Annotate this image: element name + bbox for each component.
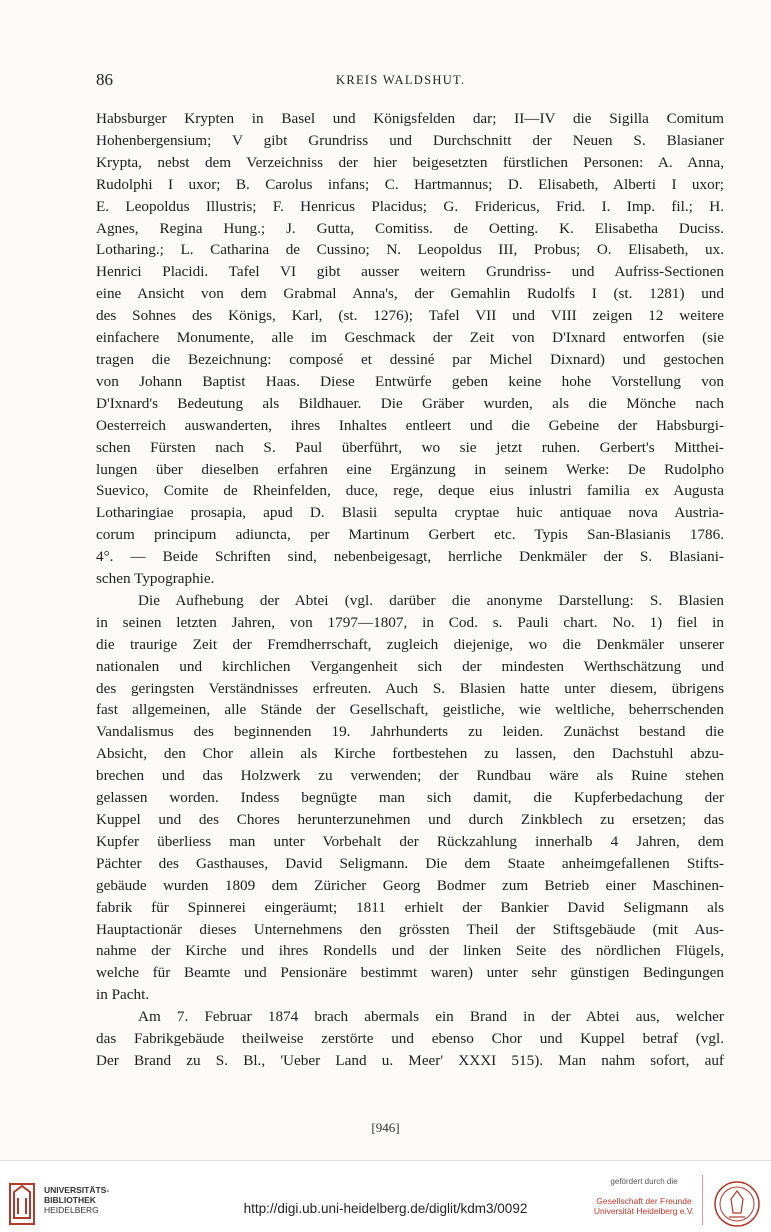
text-line: Suevico, Comite de Rheinfelden, duce, rege, deque eius inlustri familia ex Augusta (96, 482, 724, 500)
text-line: Habsburger Krypten in Basel und Königsfelden dar; II—IV die Sigilla Comitum (96, 110, 724, 127)
text-line: Kuppel und des Chores herunterzunehmen und durch Zinkblech zu ersetzen; das (96, 811, 724, 828)
text-line: lungen über dieselben erfahren eine Ergänzung in seinem Werke: De Rudolpho (96, 460, 724, 478)
text-line: in seinen letzten Jahren, von 1797—1807, in Cod. s. Pauli chart. No. 1) fiel in (96, 613, 724, 631)
text-line: eine Ansicht von dem Grabmal Anna's, der Gemahlin Rudolfs I (st. 1281) und (96, 285, 724, 303)
text-line: Der Brand zu S. Bl., 'Ueber Land u. Meer' XXXI 515). Man nahm sofort, auf (96, 1051, 724, 1069)
text-line: schen Fürsten nach S. Paul überführt, wo sie jetzt ruhen. Gerbert's Mitthei- (96, 438, 724, 456)
text-line: Oesterreich auswanderten, ihres Inhaltes entleert und die Gebeine der Habsburgi- (96, 416, 724, 434)
page-number: 86 (96, 70, 113, 89)
text-line: schen Typographie. (96, 570, 215, 588)
text-line: Kupfer überliess man unter Vorbehalt der Rückzahlung innerhalb 4 Jahren, dem (96, 832, 724, 850)
paragraph-start: Die Aufhebung der Abtei (vgl. darüber die anonyme Darstellung: S. Blasien (138, 591, 724, 609)
text-line: gelassen worden. Indess begnügte man sich damit, die Kupferbedachung der (96, 789, 724, 807)
sponsor-org-line1: Gesellschaft der Freunde (596, 1196, 692, 1206)
text-line: Lotharingiae prosapia, apud D. Blasii sepulta cryptae huic antiquae nova Austria- (96, 504, 724, 522)
text-line: Vandalismus des beginnenden 19. Jahrhunderts zu leiden. Zunächst bestand die (96, 723, 724, 741)
text-line: nahme der Kirche und ihres Rondells und der linken Seite des nördlichen Flügels, (96, 942, 724, 960)
text-line: Hauptactionär dieses Unternehmens den grössten Theil der Stiftsgebäude (mit Aus- (96, 920, 724, 938)
text-line: die traurige Zeit der Fremdherrschaft, zugleich diejenige, wo die Denkmäler unserer (96, 635, 724, 653)
paragraph-start: Am 7. Februar 1874 brach abermals ein Brand in der Abtei aus, welcher (138, 1008, 724, 1026)
text-line: 4°. — Beide Schriften sind, nebenbeigesagt, herrliche Denkmäler der S. Blasiani- (96, 548, 724, 566)
running-head: KREIS WALDSHUT. (336, 73, 466, 87)
university-seal-icon (712, 1179, 762, 1229)
sponsor-label: gefördert durch die (610, 1177, 678, 1186)
text-line: Rudolphi I uxor; B. Carolus infans; C. Hartmannus; D. Elisabeth, Alberti I uxor; (96, 175, 724, 193)
permalink-url[interactable]: http://digi.ub.uni-heidelberg.de/diglit/kdm3/0092 (243, 1201, 528, 1216)
text-line: Agnes, Regina Hung.; J. Gutta, Comitiss. de Oetting. K. Elisabetha Duciss. (96, 219, 724, 237)
text-line: Krypta, nebst dem Verzeichniss der hier beigesetzten fürstlichen Personen: A. Anna, (96, 153, 724, 171)
text-line: nationalen und kirchlichen Vergangenheit sich der mindesten Werthschätzung und (96, 657, 724, 675)
text-line: corum principum adiuncta, per Martinum Gerbert etc. Typis San-Blasianis 1786. (96, 526, 724, 544)
text-line: Lotharing.; L. Catharina de Cussino; N. Leopoldus III, Probus; O. Elisabeth, ux. (96, 241, 724, 259)
text-line: Hohenbergensium; V gibt Grundriss und Durchschnitt der Neuen S. Blasianer (96, 131, 724, 149)
text-line: in Pacht. (96, 986, 150, 1004)
text-line: tragen die Bezeichnung: composé et dessiné par Michel Dixnard) und gestochen (96, 350, 724, 368)
text-line: fast allgemeinen, alle Stände der Gesellschaft, geistliche, wie weltliche, beherrschenden (96, 701, 724, 719)
text-line: Absicht, den Chor allein als Kirche fortbestehen zu lassen, den Dachstuhl abzu- (96, 745, 724, 763)
text-line: fabrik für Spinnerei eingeräumt; 1811 erhielt der Bankier David Seligmann als (96, 898, 724, 916)
text-line: D'Ixnard's Bedeutung als Bildhauer. Die Gräber wurden, als die Mönche nach (96, 394, 724, 412)
sponsor-block (590, 1177, 698, 1216)
sponsor-org-line2: Universität Heidelberg e.V. (593, 1206, 695, 1216)
library-name: UNIVERSITÄTS- BIBLIOTHEK HEIDELBERG (44, 1185, 110, 1215)
text-line: des Sohnes des Königs, Karl, (st. 1276); Tafel VII und VIII zeigen 12 weitere (96, 307, 724, 325)
text-line: Pächter des Gasthauses, David Seligmann. Die dem Staate anheimgefallenen Stifts- (96, 854, 724, 872)
text-line: einfachere Monumente, alle im Geschmack der Zeit von D'Ixnard entworfen (sie (96, 329, 724, 347)
viewer-footer (0, 1160, 771, 1232)
text-line: E. Leopoldus Illustris; F. Henricus Placidus; G. Fridericus, Frid. I. Imp. fil.; H. (96, 197, 724, 215)
text-line: das Fabrikgebäude theilweise zerstörte und ebenso Chor und Kuppel betraf (vgl. (96, 1030, 724, 1048)
body-text (96, 108, 724, 1072)
text-line: Henrici Placidi. Tafel VI gibt ausser weitern Grundriss- und Aufriss-Sectionen (96, 263, 724, 281)
text-line: von Johann Baptist Haas. Diese Entwürfe geben keine hohe Vorstellung von (96, 372, 724, 390)
text-line: des geringsten Verständnisses erfreuten. Auch S. Blasien hatte unter diesem, übrigens (96, 679, 724, 697)
divider (702, 1175, 703, 1225)
folio-number: [946] (371, 1120, 400, 1135)
text-line: gebäude wurden 1809 dem Züricher Georg Bodmer zum Betrieb einer Maschinen- (96, 876, 724, 894)
page-header (96, 70, 724, 94)
text-line: brechen und das Holzwerk zu verwenden; der Rundbau wäre als Ruine stehen (96, 767, 724, 785)
text-line: welche für Beamte und Pensionäre bestimmt waren) unter sehr günstigen Bedingungen (96, 964, 724, 982)
